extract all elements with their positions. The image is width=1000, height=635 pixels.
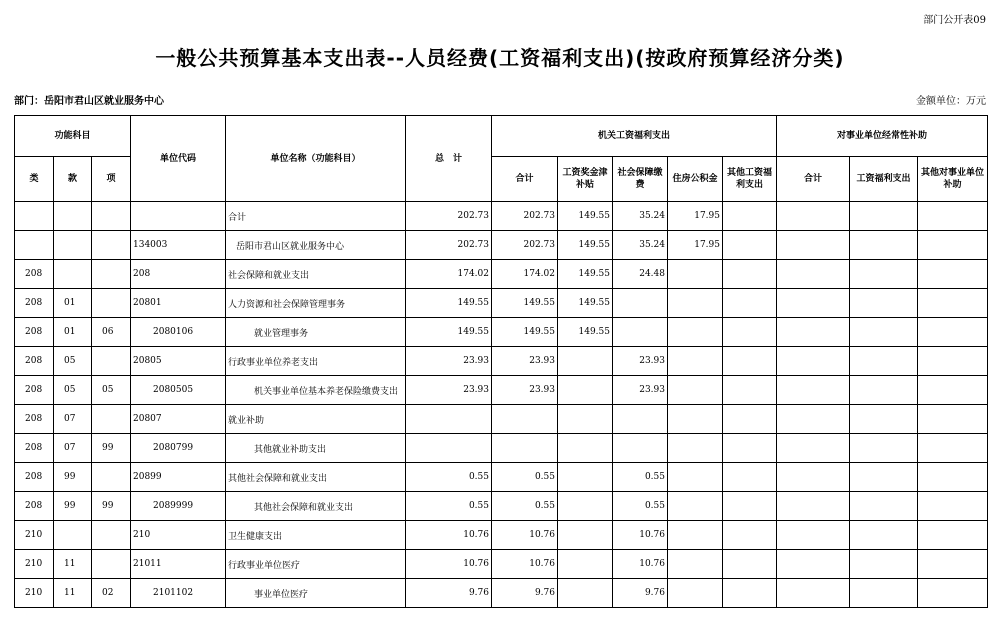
cell-org-sum: 10.76 [492,550,558,579]
cell-name: 事业单位医疗 [226,579,406,608]
cell-org-housing [668,521,723,550]
cell-inst-sum [777,579,850,608]
cell-inst-other [918,260,988,289]
cell-inst-salary [850,347,918,376]
cell-name: 行政事业单位养老支出 [226,347,406,376]
cell-org-salary: 149.55 [558,202,613,231]
cell-name: 人力资源和社会保障管理事务 [226,289,406,318]
cell-org-salary [558,579,613,608]
cell-code: 2089999 [131,492,226,521]
cell-inst-other [918,289,988,318]
cell-total [406,405,492,434]
cell-org-sum: 23.93 [492,347,558,376]
cell-kuan: 99 [54,463,92,492]
header-inst-subsidy-group: 对事业单位经常性补助 [777,116,988,157]
cell-total: 23.93 [406,376,492,405]
cell-org-social [613,289,668,318]
table-row [15,289,988,318]
cell-code: 2080505 [131,376,226,405]
cell-org-sum: 23.93 [492,376,558,405]
cell-org-salary: 149.55 [558,260,613,289]
table-row [15,434,988,463]
header-org-social: 社会保障缴费 [613,157,668,202]
cell-org-housing [668,463,723,492]
table-row [15,550,988,579]
cell-org-housing [668,434,723,463]
cell-name: 其他就业补助支出 [226,434,406,463]
cell-xiang [92,231,131,260]
cell-code [131,202,226,231]
cell-org-sum: 149.55 [492,289,558,318]
table-row [15,521,988,550]
cell-org-social [613,405,668,434]
cell-org-social [613,318,668,347]
cell-org-social: 10.76 [613,521,668,550]
cell-xiang: 99 [92,434,131,463]
cell-org-social: 9.76 [613,579,668,608]
cell-kuan: 01 [54,289,92,318]
cell-inst-other [918,521,988,550]
cell-kuan: 07 [54,434,92,463]
page-title: 一般公共预算基本支出表--人员经费(工资福利支出)(按政府预算经济分类) [155,46,845,70]
cell-org-housing: 17.95 [668,202,723,231]
cell-kuan: 05 [54,376,92,405]
cell-kuan: 99 [54,492,92,521]
cell-xiang: 02 [92,579,131,608]
cell-lei: 210 [15,579,54,608]
table-row [15,463,988,492]
header-inst-salary: 工资福利支出 [850,157,918,202]
table-row [15,492,988,521]
cell-org-salary [558,434,613,463]
cell-xiang [92,463,131,492]
cell-name: 就业管理事务 [226,318,406,347]
cell-inst-other [918,463,988,492]
cell-xiang [92,289,131,318]
cell-org-social: 0.55 [613,463,668,492]
cell-org-housing [668,405,723,434]
cell-org-other [723,231,777,260]
cell-name: 卫生健康支出 [226,521,406,550]
cell-total: 10.76 [406,550,492,579]
cell-name: 就业补助 [226,405,406,434]
cell-name: 社会保障和就业支出 [226,260,406,289]
cell-inst-sum [777,434,850,463]
header-org-salary: 工资奖金津补贴 [558,157,613,202]
cell-org-housing [668,318,723,347]
header-org-sum: 合计 [492,157,558,202]
cell-name: 其他社会保障和就业支出 [226,492,406,521]
cell-kuan [54,260,92,289]
cell-xiang: 05 [92,376,131,405]
cell-inst-other [918,405,988,434]
cell-org-social: 10.76 [613,550,668,579]
cell-org-salary: 149.55 [558,289,613,318]
cell-kuan: 05 [54,347,92,376]
cell-inst-sum [777,550,850,579]
cell-inst-salary [850,463,918,492]
cell-code: 20807 [131,405,226,434]
cell-total [406,434,492,463]
table-row [15,231,988,260]
cell-total: 149.55 [406,289,492,318]
cell-total: 0.55 [406,492,492,521]
cell-code: 208 [131,260,226,289]
cell-org-housing [668,260,723,289]
cell-inst-other [918,347,988,376]
cell-org-other [723,579,777,608]
header-org-welfare-group: 机关工资福利支出 [492,116,777,157]
cell-inst-other [918,492,988,521]
cell-org-social: 35.24 [613,202,668,231]
cell-xiang [92,550,131,579]
cell-org-sum [492,434,558,463]
cell-org-sum: 149.55 [492,318,558,347]
cell-inst-salary [850,318,918,347]
cell-kuan: 11 [54,579,92,608]
cell-lei [15,231,54,260]
cell-code: 20899 [131,463,226,492]
cell-lei: 208 [15,463,54,492]
cell-org-other [723,521,777,550]
cell-inst-salary [850,434,918,463]
cell-org-salary [558,376,613,405]
cell-lei: 208 [15,492,54,521]
cell-lei: 208 [15,318,54,347]
cell-name: 其他社会保障和就业支出 [226,463,406,492]
cell-org-other [723,405,777,434]
cell-total: 202.73 [406,231,492,260]
header-org-other: 其他工资福利支出 [723,157,777,202]
cell-org-other [723,492,777,521]
cell-org-sum: 10.76 [492,521,558,550]
cell-org-other [723,347,777,376]
cell-inst-salary [850,202,918,231]
cell-kuan [54,521,92,550]
cell-inst-other [918,550,988,579]
cell-inst-sum [777,405,850,434]
cell-org-salary [558,521,613,550]
cell-inst-salary [850,579,918,608]
cell-lei: 208 [15,260,54,289]
cell-org-other [723,318,777,347]
header-kuan: 款 [54,157,92,202]
cell-total: 174.02 [406,260,492,289]
cell-org-sum: 174.02 [492,260,558,289]
cell-org-salary [558,492,613,521]
budget-table [14,115,988,608]
cell-lei: 210 [15,550,54,579]
cell-lei: 208 [15,347,54,376]
table-row [15,376,988,405]
cell-inst-other [918,376,988,405]
form-number: 部门公开表09 [923,15,986,26]
cell-inst-sum [777,492,850,521]
cell-org-sum [492,405,558,434]
cell-inst-sum [777,347,850,376]
cell-inst-salary [850,289,918,318]
cell-org-social: 23.93 [613,376,668,405]
cell-kuan [54,231,92,260]
cell-org-other [723,550,777,579]
cell-xiang: 99 [92,492,131,521]
cell-org-other [723,376,777,405]
table-row [15,405,988,434]
cell-code: 20801 [131,289,226,318]
cell-org-housing [668,550,723,579]
cell-xiang: 06 [92,318,131,347]
cell-inst-salary [850,405,918,434]
cell-code: 20805 [131,347,226,376]
cell-total: 23.93 [406,347,492,376]
cell-kuan [54,202,92,231]
cell-kuan: 11 [54,550,92,579]
header-lei: 类 [15,157,54,202]
cell-org-other [723,289,777,318]
table-row [15,260,988,289]
cell-inst-other [918,202,988,231]
table-header [15,116,988,202]
cell-lei: 208 [15,289,54,318]
header-total: 总 计 [406,116,492,202]
cell-code: 210 [131,521,226,550]
cell-code: 2101102 [131,579,226,608]
cell-inst-salary [850,260,918,289]
cell-org-sum: 202.73 [492,231,558,260]
cell-org-salary: 149.55 [558,318,613,347]
header-unit-name: 单位名称（功能科目） [226,116,406,202]
table-body [15,202,988,608]
cell-org-other [723,434,777,463]
cell-name: 岳阳市君山区就业服务中心 [226,231,406,260]
cell-org-other [723,463,777,492]
cell-code: 134003 [131,231,226,260]
cell-org-other [723,260,777,289]
cell-org-sum: 9.76 [492,579,558,608]
cell-xiang [92,521,131,550]
cell-xiang [92,260,131,289]
cell-inst-salary [850,231,918,260]
cell-org-sum: 0.55 [492,463,558,492]
cell-inst-other [918,579,988,608]
header-org-housing: 住房公积金 [668,157,723,202]
cell-total: 149.55 [406,318,492,347]
cell-inst-sum [777,231,850,260]
cell-xiang [92,202,131,231]
table-row [15,202,988,231]
cell-org-social [613,434,668,463]
cell-org-social: 35.24 [613,231,668,260]
table-row [15,318,988,347]
cell-lei: 208 [15,405,54,434]
cell-org-housing [668,289,723,318]
cell-lei: 210 [15,521,54,550]
cell-org-sum: 0.55 [492,492,558,521]
cell-org-sum: 202.73 [492,202,558,231]
header-xiang: 项 [92,157,131,202]
cell-code: 21011 [131,550,226,579]
cell-total: 9.76 [406,579,492,608]
cell-org-housing [668,579,723,608]
cell-kuan: 01 [54,318,92,347]
cell-org-housing: 17.95 [668,231,723,260]
cell-inst-sum [777,376,850,405]
cell-org-salary [558,405,613,434]
cell-inst-salary [850,376,918,405]
cell-code: 2080106 [131,318,226,347]
header-func-subject: 功能科目 [15,116,131,157]
cell-lei [15,202,54,231]
cell-inst-salary [850,550,918,579]
cell-lei: 208 [15,434,54,463]
cell-total: 10.76 [406,521,492,550]
cell-name: 机关事业单位基本养老保险缴费支出 [226,376,406,405]
cell-org-social: 0.55 [613,492,668,521]
cell-inst-salary [850,521,918,550]
cell-inst-salary [850,492,918,521]
cell-inst-sum [777,521,850,550]
cell-code: 2080799 [131,434,226,463]
cell-inst-other [918,231,988,260]
cell-name: 合计 [226,202,406,231]
cell-kuan: 07 [54,405,92,434]
cell-org-housing [668,347,723,376]
cell-org-salary [558,463,613,492]
table-row [15,347,988,376]
header-inst-other: 其他对事业单位补助 [918,157,988,202]
cell-inst-other [918,434,988,463]
cell-total: 0.55 [406,463,492,492]
table-row [15,579,988,608]
cell-inst-sum [777,318,850,347]
department-label: 部门：岳阳市君山区就业服务中心 [14,96,164,107]
header-inst-sum: 合计 [777,157,850,202]
cell-org-social: 24.48 [613,260,668,289]
cell-name: 行政事业单位医疗 [226,550,406,579]
cell-org-other [723,202,777,231]
header-unit-code: 单位代码 [131,116,226,202]
cell-inst-sum [777,463,850,492]
cell-org-salary [558,550,613,579]
cell-inst-other [918,318,988,347]
cell-org-salary: 149.55 [558,231,613,260]
cell-lei: 208 [15,376,54,405]
cell-org-housing [668,492,723,521]
cell-total: 202.73 [406,202,492,231]
cell-xiang [92,405,131,434]
cell-inst-sum [777,260,850,289]
cell-org-social: 23.93 [613,347,668,376]
cell-inst-sum [777,289,850,318]
cell-org-housing [668,376,723,405]
cell-xiang [92,347,131,376]
amount-unit-label: 金额单位：万元 [916,96,986,107]
cell-org-salary [558,347,613,376]
cell-inst-sum [777,202,850,231]
